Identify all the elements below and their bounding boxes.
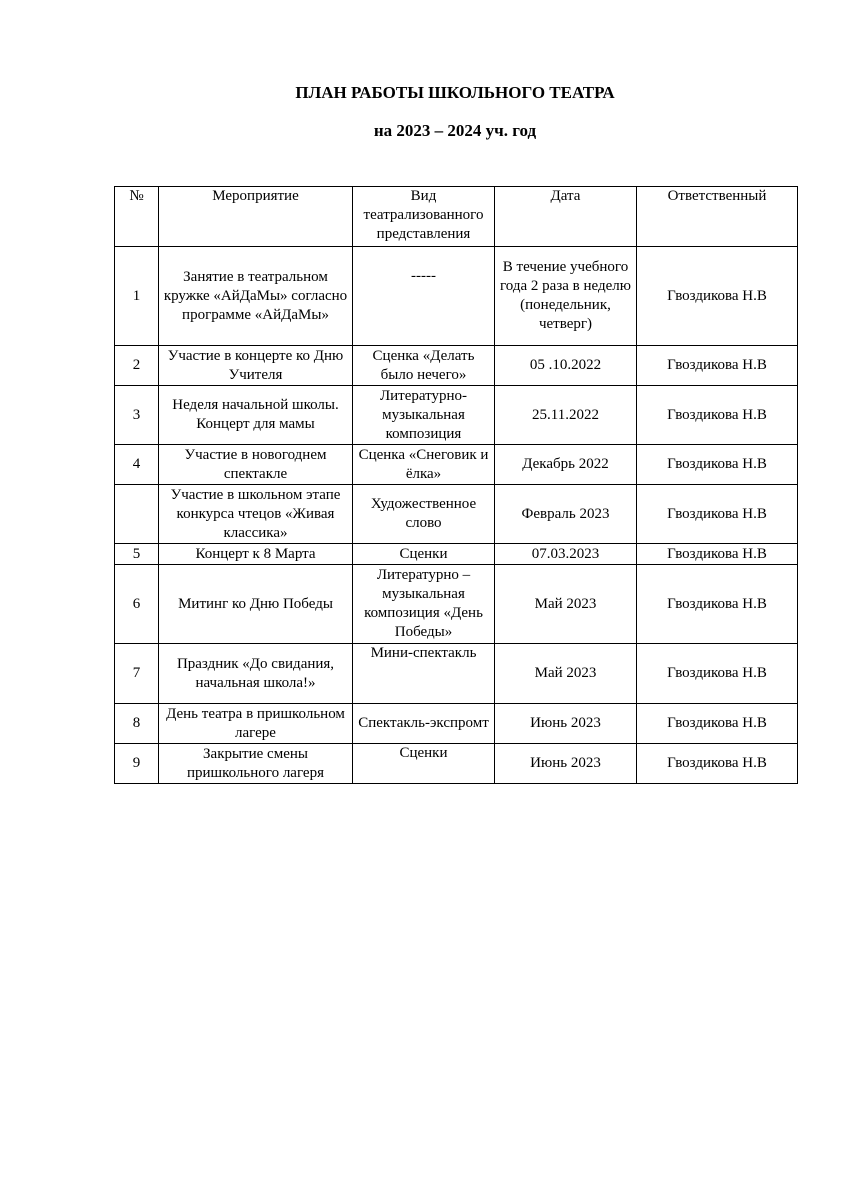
cell-date: 25.11.2022 bbox=[495, 386, 637, 445]
cell-num: 5 bbox=[115, 544, 159, 565]
cell-kind: Сценка «Снеговик и ёлка» bbox=[353, 445, 495, 485]
table-row bbox=[115, 485, 798, 544]
cell-num: 7 bbox=[115, 644, 159, 704]
header-date: Дата bbox=[495, 187, 637, 247]
header-event: Мероприятие bbox=[159, 187, 353, 247]
table-row bbox=[115, 644, 798, 704]
cell-event: День театра в пришкольном лагере bbox=[159, 704, 353, 744]
table-row bbox=[115, 744, 798, 784]
cell-responsible: Гвоздикова Н.В bbox=[637, 247, 798, 346]
cell-num bbox=[115, 485, 159, 544]
cell-kind: Сценка «Делать было нечего» bbox=[353, 346, 495, 386]
table-row bbox=[115, 565, 798, 644]
cell-kind: Мини-спектакль bbox=[353, 644, 495, 704]
cell-date: В течение учебного года 2 раза в неделю (понедельник, четверг) bbox=[495, 247, 637, 346]
cell-num: 6 bbox=[115, 565, 159, 644]
cell-num: 2 bbox=[115, 346, 159, 386]
cell-date: Май 2023 bbox=[495, 644, 637, 704]
header-responsible: Ответственный bbox=[637, 187, 798, 247]
cell-date: Июнь 2023 bbox=[495, 704, 637, 744]
table-row bbox=[115, 445, 798, 485]
table-header-row bbox=[115, 187, 798, 247]
cell-responsible: Гвоздикова Н.В bbox=[637, 485, 798, 544]
cell-event: Праздник «До свидания, начальная школа!» bbox=[159, 644, 353, 704]
cell-kind: Литературно-музыкальная композиция bbox=[353, 386, 495, 445]
cell-date: Июнь 2023 bbox=[495, 744, 637, 784]
cell-kind: ----- bbox=[353, 247, 495, 346]
table-row bbox=[115, 386, 798, 445]
plan-table bbox=[114, 186, 798, 784]
cell-event: Концерт к 8 Марта bbox=[159, 544, 353, 565]
cell-event: Митинг ко Дню Победы bbox=[159, 565, 353, 644]
cell-date: Декабрь 2022 bbox=[495, 445, 637, 485]
cell-num: 1 bbox=[115, 247, 159, 346]
cell-event: Неделя начальной школы. Концерт для мамы bbox=[159, 386, 353, 445]
cell-responsible: Гвоздикова Н.В bbox=[637, 386, 798, 445]
cell-responsible: Гвоздикова Н.В bbox=[637, 644, 798, 704]
cell-date: 05 .10.2022 bbox=[495, 346, 637, 386]
cell-kind: Художественное слово bbox=[353, 485, 495, 544]
cell-date: 07.03.2023 bbox=[495, 544, 637, 565]
cell-num: 4 bbox=[115, 445, 159, 485]
cell-num: 9 bbox=[115, 744, 159, 784]
cell-event: Участие в школьном этапе конкурса чтецов «Живая классика» bbox=[159, 485, 353, 544]
cell-kind: Сценки bbox=[353, 744, 495, 784]
cell-kind: Спектакль-экспромт bbox=[353, 704, 495, 744]
cell-responsible: Гвоздикова Н.В bbox=[637, 445, 798, 485]
cell-responsible: Гвоздикова Н.В bbox=[637, 565, 798, 644]
cell-responsible: Гвоздикова Н.В bbox=[637, 544, 798, 565]
table-row bbox=[115, 544, 798, 565]
table-row bbox=[115, 346, 798, 386]
page-subtitle: на 2023 – 2024 уч. год bbox=[373, 121, 537, 140]
cell-num: 8 bbox=[115, 704, 159, 744]
cell-event: Закрытие смены пришкольного лагеря bbox=[159, 744, 353, 784]
table-row bbox=[115, 704, 798, 744]
page-title: ПЛАН РАБОТЫ ШКОЛЬНОГО ТЕАТРА bbox=[295, 83, 615, 102]
cell-responsible: Гвоздикова Н.В bbox=[637, 744, 798, 784]
header-kind: Вид театрализованного представления bbox=[353, 187, 495, 247]
cell-date: Февраль 2023 bbox=[495, 485, 637, 544]
cell-responsible: Гвоздикова Н.В bbox=[637, 704, 798, 744]
header-num: № bbox=[115, 187, 159, 247]
cell-kind: Сценки bbox=[353, 544, 495, 565]
table-row bbox=[115, 247, 798, 346]
cell-kind: Литературно – музыкальная композиция «День Победы» bbox=[353, 565, 495, 644]
cell-responsible: Гвоздикова Н.В bbox=[637, 346, 798, 386]
cell-num: 3 bbox=[115, 386, 159, 445]
cell-event: Участие в новогоднем спектакле bbox=[159, 445, 353, 485]
cell-event: Участие в концерте ко Дню Учителя bbox=[159, 346, 353, 386]
cell-date: Май 2023 bbox=[495, 565, 637, 644]
cell-event: Занятие в театральном кружке «АйДаМы» согласно программе «АйДаМы» bbox=[159, 247, 353, 346]
